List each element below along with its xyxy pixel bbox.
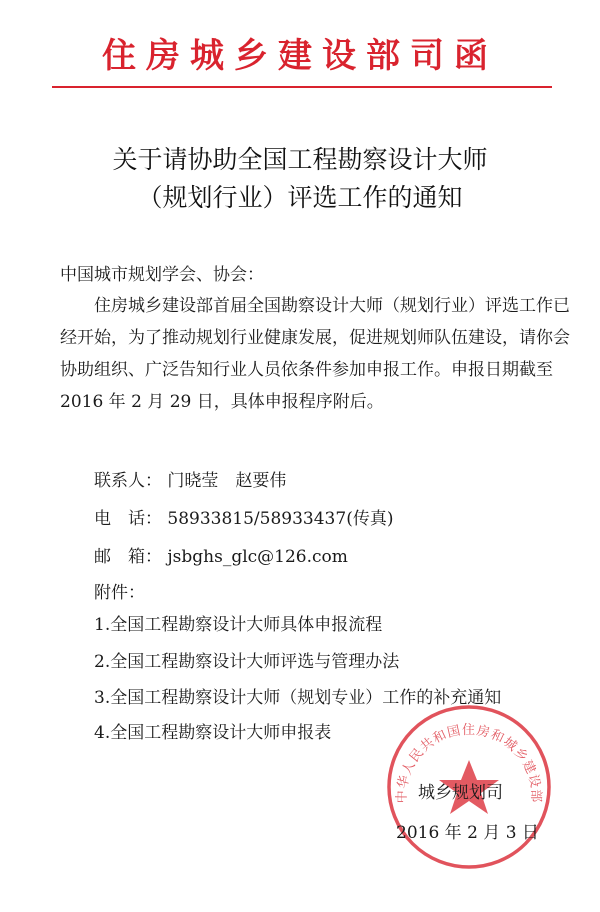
contact-person-label: 联系人： [94, 471, 162, 491]
signature-date: 2016 年 2 月 3 日 [396, 823, 539, 843]
contact-person-names: 门晓莹 赵要伟 [167, 471, 287, 491]
contact-email-label: 邮 箱： [94, 547, 162, 567]
document-title-line2: （规划行业）评选工作的通知 [137, 183, 463, 212]
contact-person-row [94, 466, 286, 491]
contact-phone-row [94, 504, 393, 529]
contact-email-value: jsbghs_glc@126.com [167, 547, 348, 567]
attachment-item-3: 3.全国工程勘察设计大师（规划专业）工作的补充通知 [94, 688, 502, 708]
attachment-item-2: 2.全国工程勘察设计大师评选与管理办法 [94, 652, 400, 672]
attachment-item-4: 4.全国工程勘察设计大师申报表 [94, 723, 332, 743]
body-paragraph: 住房城乡建设部首届全国勘察设计大师（规划行业）评选工作已经开始，为了推动规划行业健康发展，促进规划师队伍建设，请你会协助组织、广泛告知行业人员依条件参加申报工作。申报日期截至 2016 年 2 月 29 日，具体申报程序附后。 [60, 296, 570, 412]
signature-organization: 城乡规划司 [418, 783, 503, 803]
contact-email-row [94, 542, 348, 567]
attachments-heading: 附件： [94, 583, 145, 603]
contact-phone-label: 电 话： [94, 509, 162, 529]
document-title-line1: 关于请协助全国工程勘察设计大师 [112, 145, 488, 174]
attachment-item-1: 1.全国工程勘察设计大师具体申报流程 [94, 615, 383, 635]
salutation: 中国城市规划学会、协会： [60, 265, 264, 285]
seal-text: 中华人民共和国住房和城乡建设部 [394, 723, 544, 804]
contact-phone-value: 58933815/58933437(传真) [167, 509, 394, 529]
letterhead-divider [52, 86, 552, 88]
letterhead-title: 住房城乡建设部司函 [102, 36, 498, 76]
